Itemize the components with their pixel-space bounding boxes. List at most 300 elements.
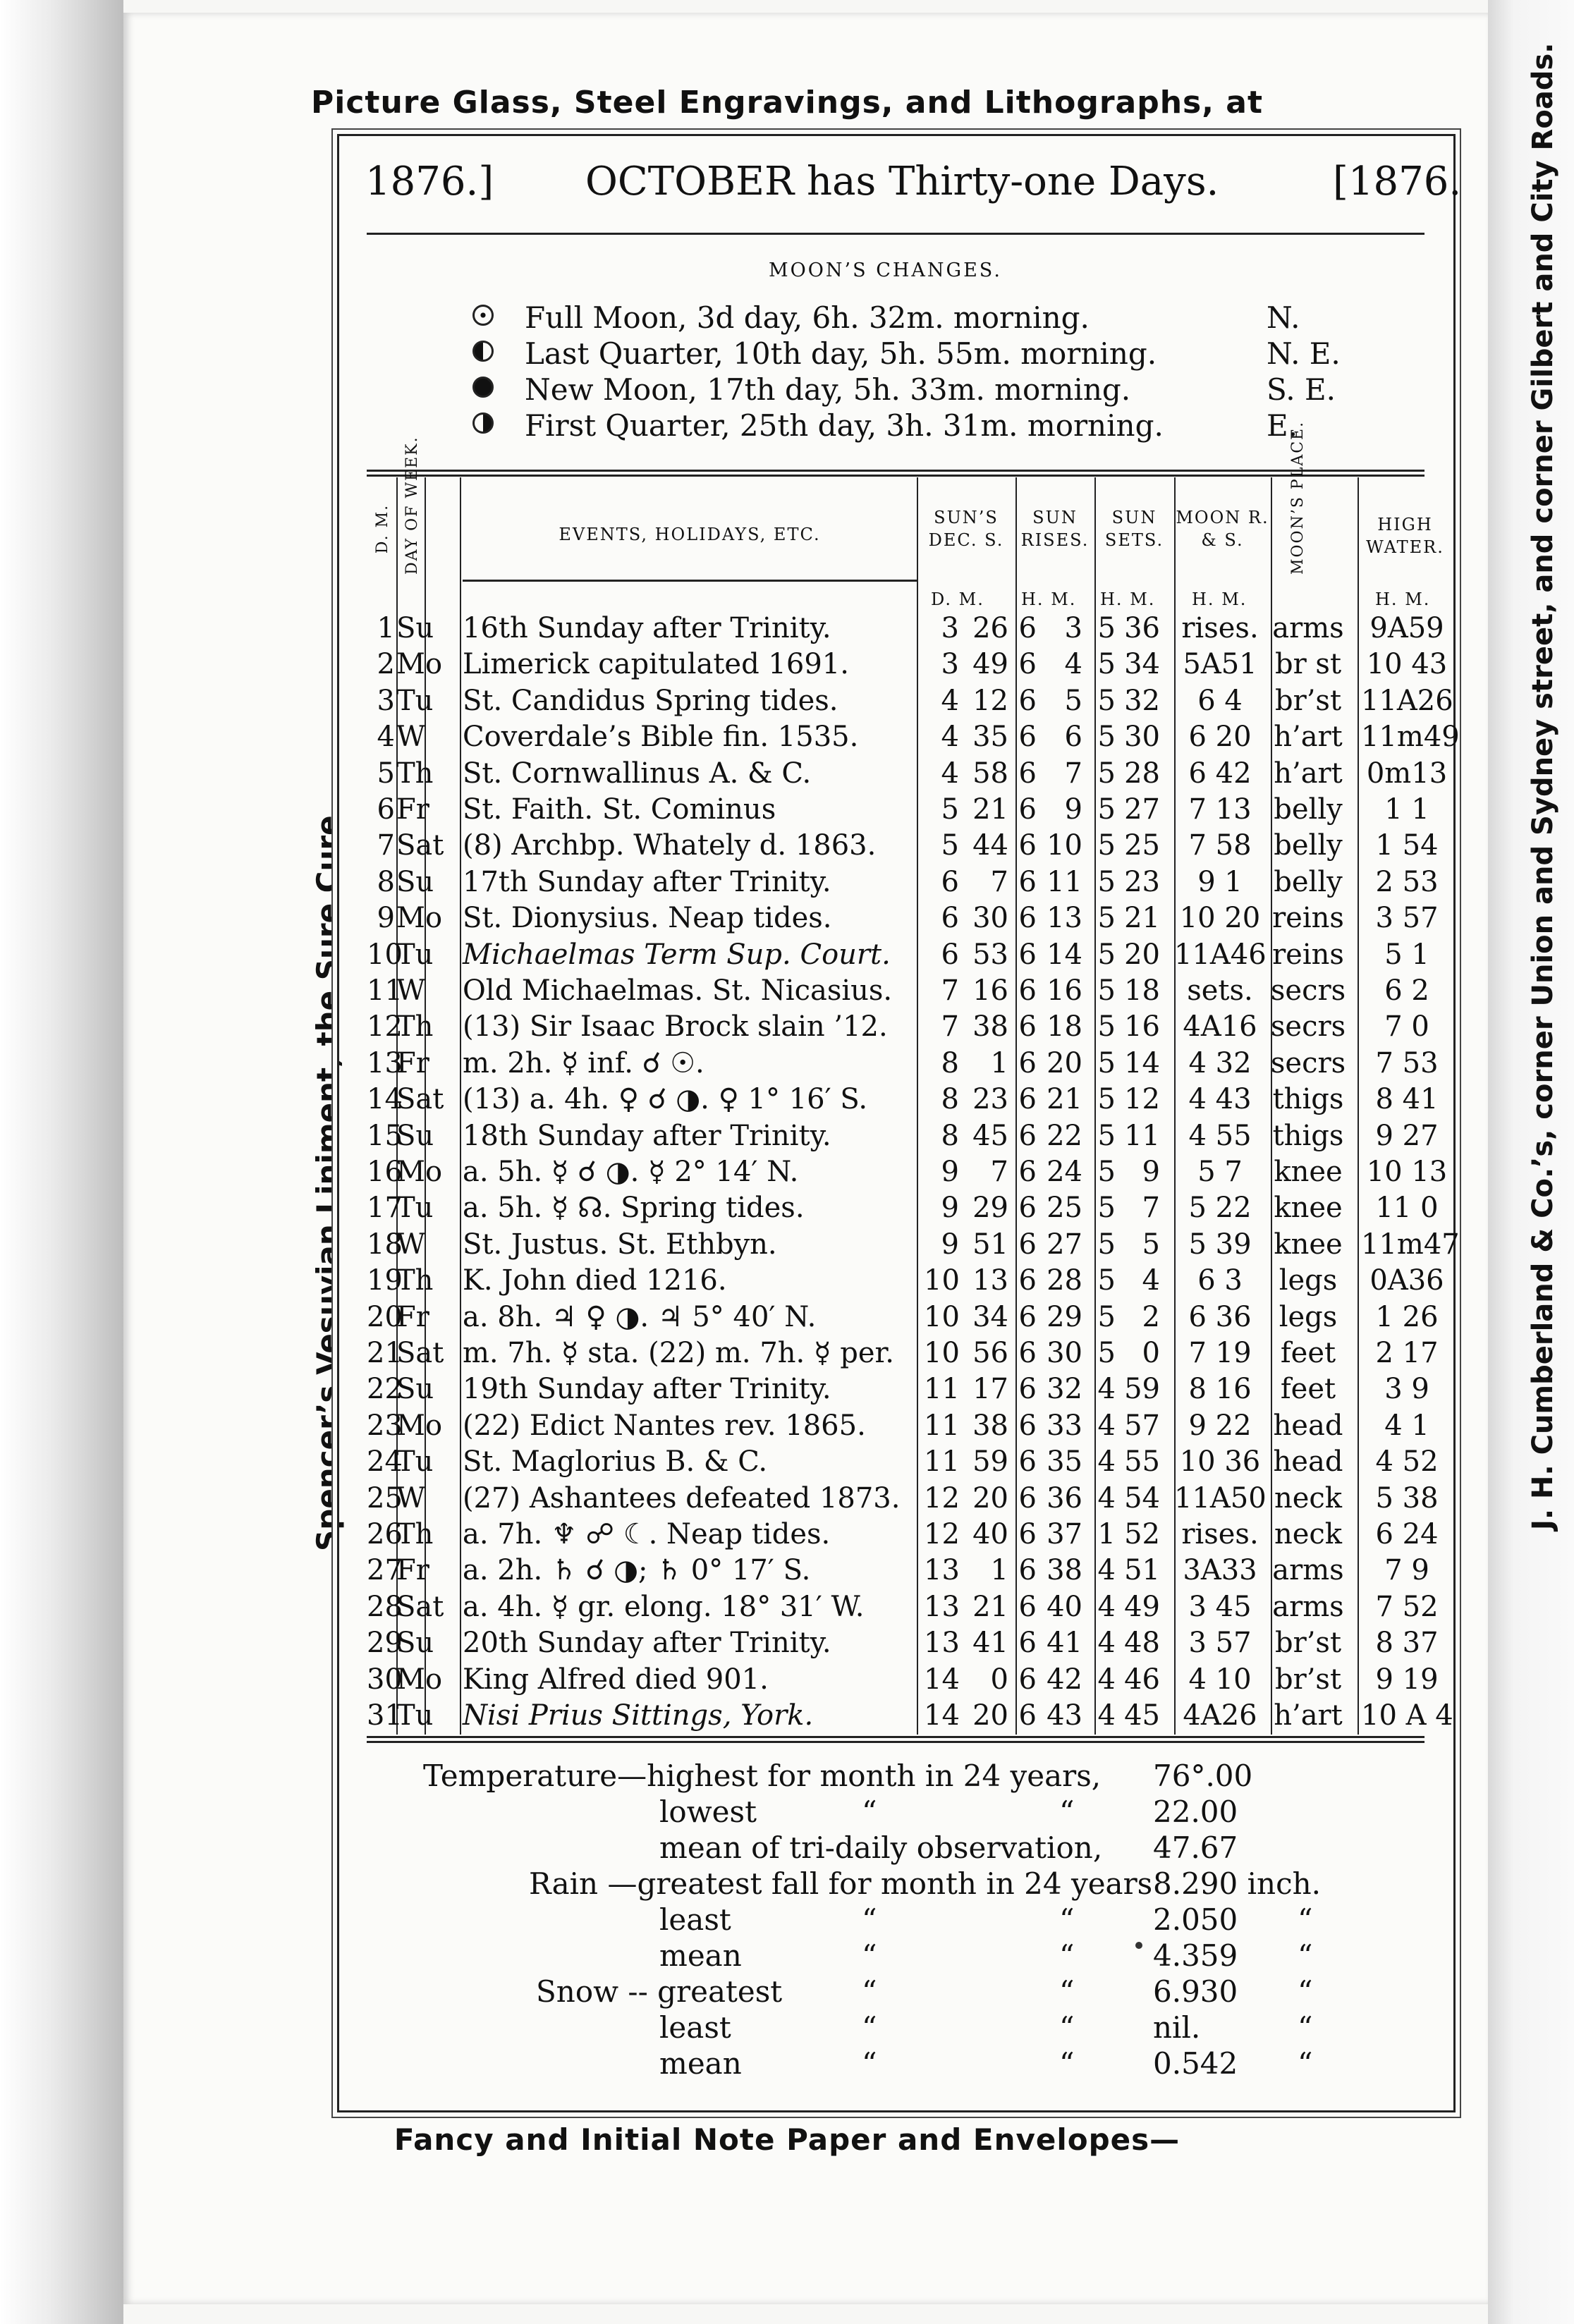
sun-dec-minutes: 16	[972, 974, 1008, 1007]
moon-rise-set: 3 57	[1188, 1627, 1252, 1660]
high-water: 0m13	[1366, 757, 1448, 790]
moon-rise-set: 6 42	[1188, 757, 1252, 790]
sun-dec-degrees: 4	[941, 721, 959, 754]
header-year-right: [1876.	[1333, 159, 1462, 204]
sun-set-minute: 54	[1124, 1481, 1160, 1515]
sun-dec-degrees: 13	[924, 1627, 960, 1660]
event: K. John died 1216.	[463, 1264, 727, 1297]
ditto-mark: “	[1059, 2046, 1075, 2081]
sun-dec-degrees: 9	[941, 1156, 959, 1188]
divider	[367, 475, 1424, 477]
sun-rise-hour: 6	[1018, 1409, 1037, 1442]
sun-set-hour: 5	[1097, 757, 1116, 790]
day-of-week: Sat	[396, 1083, 444, 1116]
sun-set-minute: 49	[1124, 1590, 1160, 1623]
day-of-week: Mo	[396, 902, 443, 935]
day-of-month: 14	[367, 1083, 403, 1116]
ditto-mark: “	[1059, 2010, 1075, 2045]
day-of-week: Tu	[396, 1192, 434, 1225]
sun-rise-hour: 6	[1018, 974, 1037, 1007]
ditto-mark: “	[862, 2010, 877, 2045]
sun-dec-minutes: 0	[990, 1663, 1008, 1696]
high-water: 9A59	[1369, 612, 1444, 644]
statistic-value: 22.00	[1153, 1794, 1238, 1829]
statistic-label: least	[659, 1902, 731, 1937]
day-of-week: Th	[396, 757, 434, 790]
sun-set-hour: 4	[1097, 1554, 1116, 1587]
moon-rise-set: rises.	[1181, 1518, 1259, 1551]
sun-rise-hour: 6	[1018, 612, 1037, 644]
sun-dec-degrees: 7	[941, 1010, 959, 1044]
sun-set-minute: 48	[1124, 1627, 1160, 1660]
high-water: 1 1	[1384, 793, 1429, 826]
sun-rise-hour: 6	[1018, 1046, 1037, 1080]
day-of-month: 29	[367, 1627, 403, 1660]
sun-dec-degrees: 5	[941, 793, 959, 826]
ditto-mark: “	[862, 1974, 877, 2009]
sun-rise-minute: 14	[1047, 938, 1082, 971]
sun-dec-degrees: 3	[941, 648, 959, 681]
sun-rise-hour: 6	[1018, 1119, 1037, 1152]
moon-phase-direction: N.	[1267, 300, 1300, 335]
moon-rise-set: 7 13	[1188, 793, 1252, 826]
statistic-value: 76°.00	[1153, 1759, 1253, 1793]
sun-dec-degrees: 12	[924, 1481, 960, 1515]
book-edge-left	[0, 0, 123, 2324]
ditto-mark: “	[1059, 1974, 1075, 2009]
sun-set-hour: 5	[1097, 1337, 1116, 1369]
sun-set-minute: 16	[1124, 1010, 1160, 1044]
sun-rise-hour: 6	[1018, 1554, 1037, 1587]
moon-phase-direction: E.	[1267, 408, 1298, 443]
sun-set-minute: 11	[1124, 1119, 1160, 1152]
moons-place: br’st	[1274, 1663, 1342, 1696]
day-of-month: 11	[367, 974, 403, 1007]
high-water: 7 53	[1375, 1046, 1439, 1080]
sun-dec-degrees: 11	[924, 1409, 960, 1442]
sun-rise-minute: 36	[1047, 1481, 1082, 1515]
ditto-mark: “	[1298, 1902, 1313, 1937]
divider	[367, 470, 1424, 472]
sun-dec-minutes: 40	[972, 1518, 1008, 1551]
sun-set-minute: 28	[1124, 757, 1160, 790]
high-water: 5 38	[1375, 1481, 1439, 1515]
statistic-label: Temperature—highest for month in 24 years,	[423, 1759, 1102, 1793]
day-of-week: Mo	[396, 1156, 443, 1188]
moon-rise-set: 3 45	[1188, 1590, 1252, 1623]
sun-set-minute: 25	[1124, 829, 1160, 862]
sun-rise-minute: 25	[1047, 1192, 1082, 1225]
day-of-week: W	[396, 974, 426, 1007]
sun-dec-minutes: 21	[972, 793, 1008, 826]
sun-set-hour: 5	[1097, 902, 1116, 935]
sun-set-hour: 5	[1097, 974, 1116, 1007]
day-of-month: 4	[377, 721, 395, 754]
sun-dec-degrees: 4	[941, 757, 959, 790]
day-of-month: 12	[367, 1010, 403, 1044]
high-water: 7 52	[1375, 1590, 1439, 1623]
sun-dec-minutes: 30	[972, 902, 1008, 935]
sun-set-hour: 5	[1097, 1046, 1116, 1080]
statistic-label: mean	[659, 2046, 742, 2081]
sun-rise-minute: 41	[1047, 1627, 1082, 1660]
sun-set-hour: 5	[1097, 612, 1116, 644]
sun-set-minute: 30	[1124, 721, 1160, 754]
col-head-sun-dec: SUN’S DEC. S.	[928, 508, 1004, 550]
moons-place: head	[1273, 1409, 1343, 1442]
sun-set-minute: 18	[1124, 974, 1160, 1007]
high-water: 9 27	[1375, 1119, 1439, 1152]
moons-place: h’art	[1274, 721, 1343, 754]
sun-set-hour: 5	[1097, 1083, 1116, 1116]
col-head-moon: MOON R. & S.	[1176, 508, 1269, 550]
sun-rise-hour: 6	[1018, 865, 1037, 898]
day-of-month: 16	[367, 1156, 403, 1188]
sun-dec-degrees: 9	[941, 1192, 959, 1225]
sun-set-hour: 5	[1097, 684, 1116, 717]
sun-dec-degrees: 6	[941, 938, 959, 971]
unit-moon: H. M.	[1192, 589, 1247, 609]
sun-rise-hour: 6	[1018, 1337, 1037, 1369]
side-advertisement-right: J. H. Cumberland & Co.’s, corner Union and Sydney street, and corner Gilbert and City Roads.	[1527, 42, 1559, 1530]
high-water: 8 41	[1375, 1083, 1439, 1116]
sun-rise-minute: 13	[1047, 902, 1082, 935]
day-of-week: Fr	[396, 1300, 429, 1333]
moon-rise-set: 6 36	[1188, 1300, 1252, 1333]
sun-set-minute: 32	[1124, 684, 1160, 717]
sun-rise-hour: 6	[1018, 829, 1037, 862]
sun-dec-minutes: 38	[972, 1010, 1008, 1044]
sun-rise-hour: 6	[1018, 1373, 1037, 1406]
sun-rise-hour: 6	[1018, 757, 1037, 790]
sun-set-hour: 5	[1097, 1264, 1116, 1297]
day-of-week: Sat	[396, 1590, 444, 1623]
event: St. Candidus Spring tides.	[463, 684, 838, 717]
sun-rise-hour: 6	[1018, 1192, 1037, 1225]
sun-rise-hour: 6	[1018, 648, 1037, 681]
day-of-week: Th	[396, 1518, 434, 1551]
sun-set-hour: 5	[1097, 721, 1116, 754]
event: a. 5h. ☿ ☊. Spring tides.	[463, 1192, 805, 1225]
statistic-label: Rain —greatest fall for month in 24 years	[529, 1866, 1153, 1901]
sun-set-minute: 59	[1124, 1373, 1160, 1406]
high-water: 9 19	[1375, 1663, 1439, 1696]
high-water: 1 54	[1375, 829, 1439, 862]
sun-dec-minutes: 13	[972, 1264, 1008, 1297]
ditto-mark: “	[1059, 1902, 1075, 1937]
day-of-month: 5	[377, 757, 395, 790]
day-of-week: Fr	[396, 1046, 429, 1080]
high-water: 2 17	[1375, 1337, 1439, 1369]
moon-phase-text: First Quarter, 25th day, 3h. 31m. morning.	[525, 408, 1164, 443]
sun-rise-minute: 11	[1047, 865, 1082, 898]
day-of-month: 18	[367, 1228, 403, 1261]
sun-rise-hour: 6	[1018, 1156, 1037, 1188]
sun-set-minute: 27	[1124, 793, 1160, 826]
event: King Alfred died 901.	[463, 1663, 769, 1696]
sun-set-hour: 4	[1097, 1627, 1116, 1660]
top-advertisement: Picture Glass, Steel Engravings, and Lithographs, at	[311, 85, 1263, 121]
sun-set-hour: 5	[1097, 1192, 1116, 1225]
moons-place: legs	[1279, 1300, 1338, 1333]
sun-dec-minutes: 23	[972, 1083, 1008, 1116]
divider	[367, 233, 1424, 235]
day-of-month: 17	[367, 1192, 403, 1225]
moon-rise-set: 8 16	[1188, 1373, 1252, 1406]
moon-rise-set: sets.	[1187, 974, 1253, 1007]
sun-rise-hour: 6	[1018, 1590, 1037, 1623]
day-of-week: Fr	[396, 1554, 429, 1587]
day-of-month: 22	[367, 1373, 403, 1406]
first-quarter-icon	[472, 412, 494, 434]
day-of-week: Fr	[396, 793, 429, 826]
sun-dec-minutes: 17	[972, 1373, 1008, 1406]
sun-set-hour: 5	[1097, 1300, 1116, 1333]
day-of-month: 2	[377, 648, 395, 681]
statistic-label: least	[659, 2010, 731, 2045]
moon-rise-set: 5 22	[1188, 1192, 1252, 1225]
sun-rise-minute: 16	[1047, 974, 1082, 1007]
day-of-week: Su	[396, 1373, 434, 1406]
moons-place: head	[1273, 1445, 1343, 1479]
sun-rise-hour: 6	[1018, 1445, 1037, 1479]
sun-rise-hour: 6	[1018, 1627, 1037, 1660]
sun-dec-minutes: 53	[972, 938, 1008, 971]
moon-rise-set: 7 58	[1188, 829, 1252, 862]
sun-dec-minutes: 49	[972, 648, 1008, 681]
day-of-week: Mo	[396, 1663, 443, 1696]
sun-dec-degrees: 14	[924, 1699, 960, 1732]
high-water: 7 9	[1384, 1554, 1429, 1587]
sun-dec-degrees: 11	[924, 1373, 960, 1406]
unit-dec: D. M.	[931, 589, 984, 609]
sun-dec-minutes: 59	[972, 1445, 1008, 1479]
sun-set-hour: 4	[1097, 1590, 1116, 1623]
sun-set-minute: 23	[1124, 865, 1160, 898]
sun-dec-degrees: 12	[924, 1518, 960, 1551]
moon-rise-set: 4 43	[1188, 1083, 1252, 1116]
column-rule	[917, 477, 918, 1735]
statistic-label: lowest	[659, 1794, 757, 1829]
high-water: 0A36	[1369, 1264, 1444, 1297]
sun-set-minute: 7	[1142, 1192, 1160, 1225]
event: a. 4h. ☿ gr. elong. 18° 31′ W.	[463, 1590, 865, 1623]
day-of-week: Th	[396, 1264, 434, 1297]
sun-rise-hour: 6	[1018, 1010, 1037, 1044]
sun-dec-minutes: 56	[972, 1337, 1008, 1369]
moons-place: arms	[1272, 1590, 1344, 1623]
sun-set-minute: 46	[1124, 1663, 1160, 1696]
high-water: 10 A 4	[1361, 1699, 1453, 1732]
sun-rise-hour: 6	[1018, 938, 1037, 971]
high-water: 11 0	[1375, 1192, 1439, 1225]
event: m. 7h. ☿ sta. (22) m. 7h. ☿ per.	[463, 1337, 894, 1369]
day-of-week: Su	[396, 612, 434, 644]
event: 20th Sunday after Trinity.	[463, 1627, 831, 1660]
sun-rise-minute: 18	[1047, 1010, 1082, 1044]
sun-dec-degrees: 6	[941, 865, 959, 898]
moons-place: secrs	[1270, 1010, 1346, 1044]
sun-set-hour: 4	[1097, 1481, 1116, 1515]
ditto-mark: “	[862, 1902, 877, 1937]
sun-set-minute: 34	[1124, 648, 1160, 681]
statistic-label: mean of tri-daily observation,	[659, 1830, 1103, 1865]
ditto-mark: “	[1298, 2046, 1313, 2081]
moon-phase-text: Last Quarter, 10th day, 5h. 55m. morning.	[525, 336, 1157, 371]
col-head-moons-place: MOON’S PLACE.	[1289, 420, 1307, 575]
sun-dec-minutes: 21	[972, 1590, 1008, 1623]
event: St. Dionysius. Neap tides.	[463, 902, 832, 935]
event: St. Cornwallinus A. & C.	[463, 757, 812, 790]
day-of-month: 9	[377, 902, 395, 935]
moons-place: secrs	[1270, 1046, 1346, 1080]
sun-dec-degrees: 10	[924, 1337, 960, 1369]
sun-set-minute: 36	[1124, 612, 1160, 644]
sun-dec-minutes: 12	[972, 684, 1008, 717]
day-of-week: Mo	[396, 1409, 443, 1442]
sun-rise-minute: 29	[1047, 1300, 1082, 1333]
side-advertisement-left: Spencer’s Vesuvian Liniment, the Sure Cure.	[310, 804, 345, 1551]
statistic-value: 0.542	[1153, 2046, 1238, 2081]
day-of-month: 31	[367, 1699, 403, 1732]
sun-set-minute: 0	[1142, 1337, 1160, 1369]
day-of-month: 10	[367, 938, 403, 971]
sun-rise-hour: 6	[1018, 1228, 1037, 1261]
high-water: 1 26	[1375, 1300, 1439, 1333]
event: St. Maglorius B. & C.	[463, 1445, 768, 1479]
sun-dec-degrees: 9	[941, 1228, 959, 1261]
bottom-advertisement: Fancy and Initial Note Paper and Envelopes—	[394, 2122, 1180, 2157]
sun-rise-hour: 6	[1018, 721, 1037, 754]
ditto-mark: “	[862, 1938, 877, 1973]
statistic-label: mean	[659, 1938, 742, 1973]
col-head-sun-rises: SUN RISES.	[1020, 508, 1090, 550]
moon-phase-direction: N. E.	[1267, 336, 1341, 371]
event: St. Faith. St. Cominus	[463, 793, 776, 826]
day-of-week: Tu	[396, 1445, 434, 1479]
event: a. 5h. ☿ ☌ ◑. ☿ 2° 14′ N.	[463, 1156, 799, 1188]
sun-dec-degrees: 4	[941, 684, 959, 717]
sun-dec-degrees: 8	[941, 1119, 959, 1152]
sun-set-minute: 14	[1124, 1046, 1160, 1080]
sun-dec-minutes: 20	[972, 1699, 1008, 1732]
sun-dec-degrees: 13	[924, 1590, 960, 1623]
sun-rise-hour: 6	[1018, 793, 1037, 826]
ditto-mark: “	[1059, 1794, 1075, 1829]
high-water: 11A26	[1361, 684, 1453, 717]
sun-set-minute: 51	[1124, 1554, 1160, 1587]
day-of-month: 27	[367, 1554, 403, 1587]
moons-place: h’art	[1274, 1699, 1343, 1732]
sun-rise-hour: 6	[1018, 1699, 1037, 1732]
moon-rise-set: 4A16	[1183, 1010, 1257, 1044]
moons-place: arms	[1272, 612, 1344, 644]
sun-dec-minutes: 58	[972, 757, 1008, 790]
sun-dec-degrees: 13	[924, 1554, 960, 1587]
sun-rise-minute: 43	[1047, 1699, 1082, 1732]
event: St. Justus. St. Ethbyn.	[463, 1228, 777, 1261]
sun-set-hour: 4	[1097, 1445, 1116, 1479]
unit-rise: H. M.	[1021, 589, 1077, 609]
sun-rise-hour: 6	[1018, 1264, 1037, 1297]
statistic-label: Snow -- greatest	[536, 1974, 783, 2009]
ditto-mark: “	[1059, 1938, 1075, 1973]
sun-set-hour: 5	[1097, 1119, 1116, 1152]
sun-rise-minute: 33	[1047, 1409, 1082, 1442]
day-of-month: 21	[367, 1337, 403, 1369]
day-of-week: W	[396, 1228, 426, 1261]
day-of-week: Tu	[396, 1699, 434, 1732]
day-of-month: 6	[377, 793, 395, 826]
sun-set-minute: 55	[1124, 1445, 1160, 1479]
col-head-day-month: D. M.	[374, 503, 391, 554]
high-water: 7 0	[1384, 1010, 1429, 1044]
day-of-week: Su	[396, 1627, 434, 1660]
moon-rise-set: 7 19	[1188, 1337, 1252, 1369]
sun-set-hour: 5	[1097, 1228, 1116, 1261]
event: (13) a. 4h. ♀ ☌ ◑. ♀ 1° 16′ S.	[463, 1083, 868, 1116]
statistic-value: 47.67	[1153, 1830, 1238, 1865]
sun-set-hour: 5	[1097, 1010, 1116, 1044]
ditto-mark: “	[1298, 1938, 1313, 1973]
sun-dec-degrees: 10	[924, 1300, 960, 1333]
sun-rise-minute: 9	[1064, 793, 1082, 826]
day-of-month: 30	[367, 1663, 403, 1696]
event: 17th Sunday after Trinity.	[463, 865, 831, 898]
header-year-left: 1876.]	[365, 159, 494, 204]
sun-rise-hour: 6	[1018, 1518, 1037, 1551]
ink-speck	[1135, 1942, 1142, 1949]
moon-changes-title: MOON’S CHANGES.	[769, 259, 1002, 281]
last-quarter-icon	[472, 341, 494, 362]
sun-dec-minutes: 1	[990, 1046, 1008, 1080]
event: (22) Edict Nantes rev. 1865.	[463, 1409, 866, 1442]
sun-dec-degrees: 14	[924, 1663, 960, 1696]
moons-place: h’art	[1274, 757, 1343, 790]
sun-dec-degrees: 8	[941, 1083, 959, 1116]
page-title: OCTOBER has Thirty-one Days.	[585, 159, 1219, 204]
sun-dec-degrees: 11	[924, 1445, 960, 1479]
ditto-mark: “	[1298, 1974, 1313, 2009]
sun-set-minute: 9	[1142, 1156, 1160, 1188]
moon-rise-set: 9 22	[1188, 1409, 1252, 1442]
sun-rise-minute: 27	[1047, 1228, 1082, 1261]
sun-dec-minutes: 20	[972, 1481, 1008, 1515]
statistic-value: nil.	[1153, 2010, 1201, 2045]
moon-rise-set: 3A33	[1183, 1554, 1257, 1587]
event: 18th Sunday after Trinity.	[463, 1119, 831, 1152]
sun-rise-minute: 35	[1047, 1445, 1082, 1479]
sun-set-minute: 52	[1124, 1518, 1160, 1551]
statistic-value: 8.290 inch.	[1153, 1866, 1321, 1901]
sun-set-minute: 20	[1124, 938, 1160, 971]
day-of-month: 28	[367, 1590, 403, 1623]
moons-place: neck	[1274, 1481, 1343, 1515]
sun-dec-degrees: 7	[941, 974, 959, 1007]
day-of-week: Sat	[396, 829, 444, 862]
day-of-month: 7	[377, 829, 395, 862]
day-of-week: Tu	[396, 684, 434, 717]
moon-rise-set: 6 3	[1197, 1264, 1243, 1297]
moon-rise-set: 5A51	[1183, 648, 1257, 681]
sun-set-hour: 4	[1097, 1663, 1116, 1696]
moon-rise-set: 4A26	[1183, 1699, 1257, 1732]
high-water: 6 2	[1384, 974, 1429, 1007]
high-water: 11m47	[1361, 1228, 1460, 1261]
moons-place: reins	[1272, 938, 1344, 971]
moon-rise-set: 4 10	[1188, 1663, 1252, 1696]
moons-place: belly	[1274, 793, 1343, 826]
